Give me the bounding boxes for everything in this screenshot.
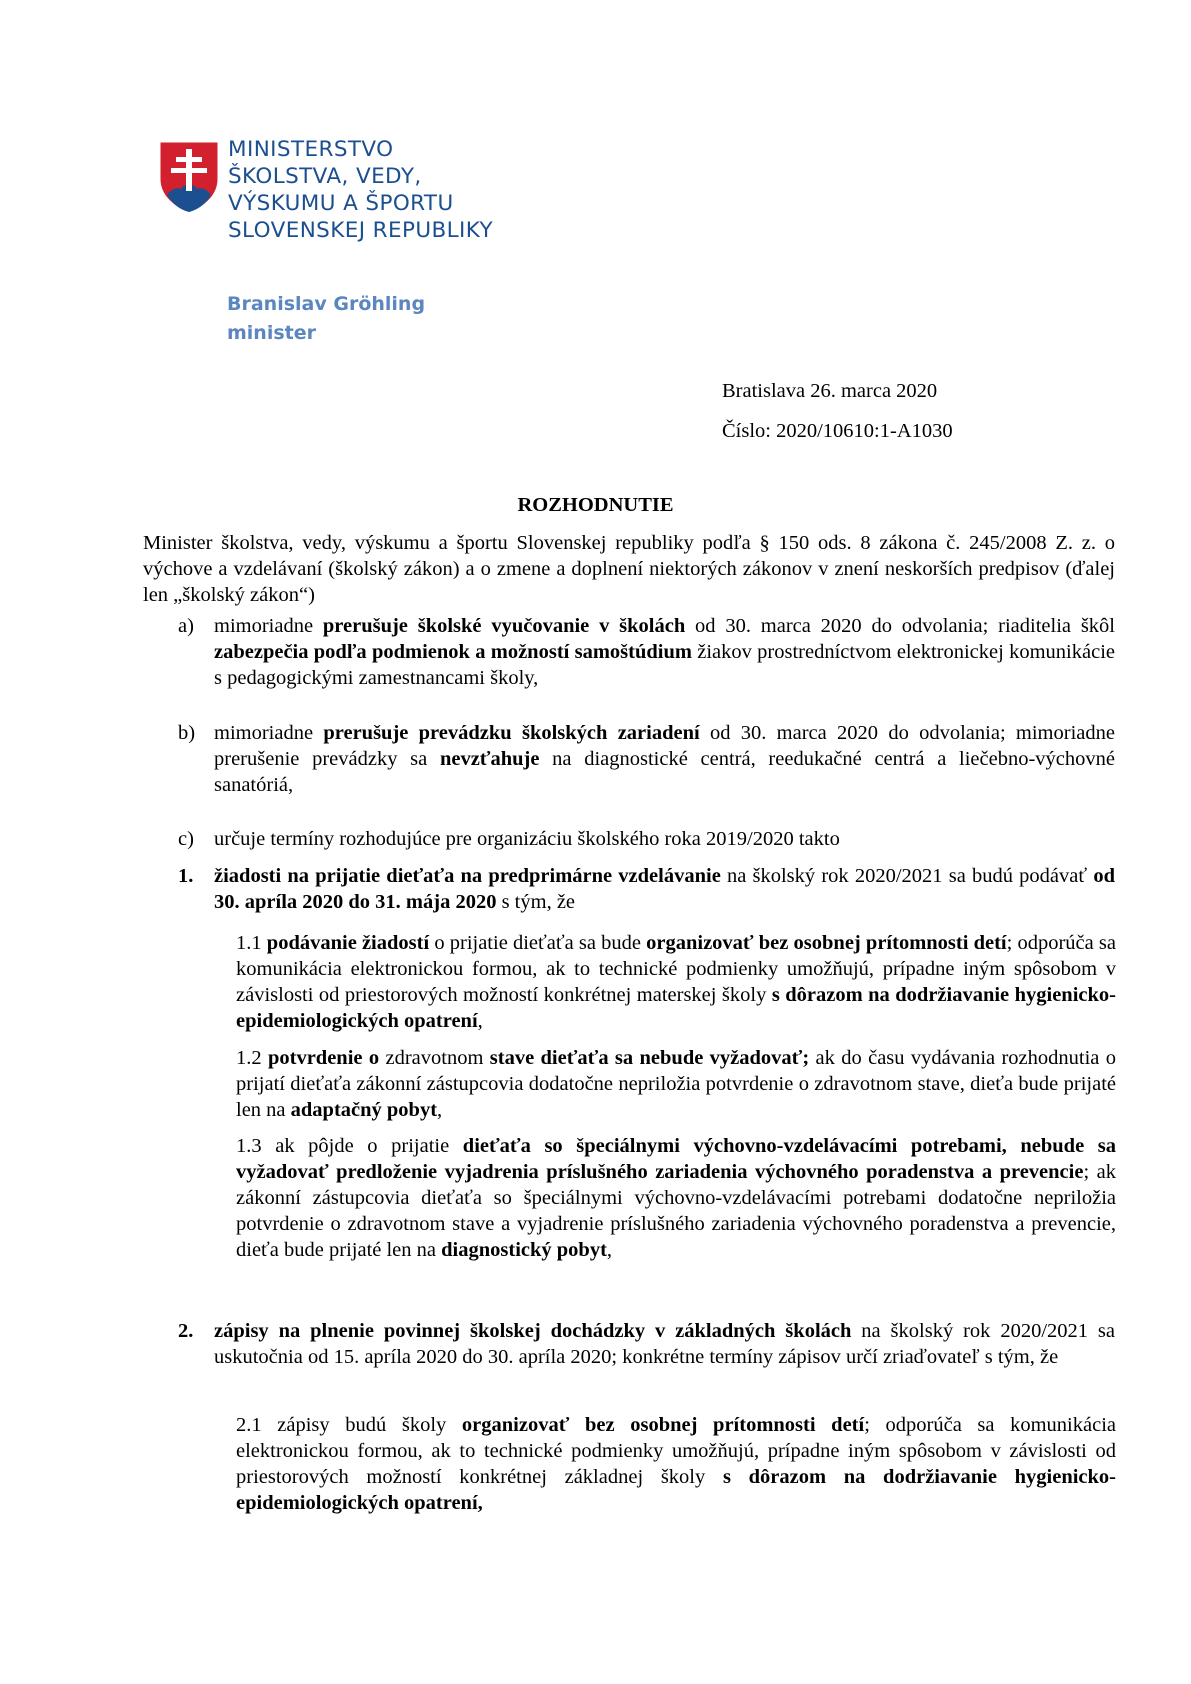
text-run: mimoriadne [214, 722, 324, 744]
place-date: Bratislava 26. marca 2020 [722, 380, 938, 402]
bold-text: potvrdenie o [267, 1047, 380, 1069]
text-run: na školský rok 2020/2021 sa budú podávať [720, 865, 1094, 887]
text-run: žiakov prostredníctvom elektronickej komunikácie s pedagogickými zamestnancami školy, [214, 641, 1115, 689]
text-run: určuje termíny rozhodujúce pre organizáciu školského roka 2019/2020 takto [214, 828, 840, 850]
ministry-line-1: MINISTERSTVO [228, 137, 394, 162]
ministry-line-2: ŠKOLSTVA, VEDY, [228, 164, 422, 189]
text-run: ; odporúča sa komunikácia elektronickou formou, ak to technické podmienky umožňujú, prípadne iným spôsobom v závislosti od priestorových možností konkrétnej materskej školy [236, 932, 1116, 1006]
text-run: 1.2 [236, 1047, 268, 1069]
text-run: od 30. marca 2020 do odvolania; mimoriadne prerušenie prevádzky sa [214, 722, 1115, 770]
bold-text: podávanie žiadostí [266, 932, 430, 954]
bold-text: prerušuje školské vyučovanie v školách [322, 615, 686, 637]
bold-text: prerušuje prevádzku školských zariadení [323, 722, 700, 744]
slovak-coat-of-arms-icon [157, 139, 221, 215]
document-meta [722, 371, 953, 451]
list-marker: 1. [178, 865, 194, 887]
document-title: ROZHODNUTIE [517, 494, 674, 516]
subitem-1-1 [236, 930, 1116, 1034]
bold-text: stave dieťaťa sa nebude vyžadovať; [489, 1047, 810, 1069]
bold-text: adaptačný pobyt [290, 1099, 438, 1121]
text-run: 1.1 [236, 932, 267, 954]
list-item-text [214, 1318, 1115, 1370]
text-run: mimoriadne [214, 615, 323, 637]
text-run: , [606, 1239, 613, 1261]
subitem-1-3 [236, 1133, 1116, 1263]
minister-role: minister [227, 322, 316, 344]
list-item-text [214, 826, 1115, 852]
bold-text: od 30. apríla 2020 do 31. mája 2020 [214, 865, 1115, 913]
list-marker: b) [178, 722, 196, 744]
text-run: o prijatie dieťaťa sa bude [429, 932, 647, 954]
ministry-name [228, 136, 493, 244]
minister-name: Branislav Gröhling [227, 293, 426, 315]
bold-text: s dôrazom na dodržiavanie hygienicko-epidemiologických opatrení [236, 984, 1116, 1032]
bold-text: organizovať bez osobnej prítomnosti detí [461, 1414, 865, 1436]
bold-text: žiadosti na prijatie dieťaťa na predprimárne vzdelávanie [214, 865, 721, 887]
text-run: na diagnostické centrá, reedukačné centrá a liečebno-výchovné sanatóriá, [214, 748, 1115, 796]
intro-paragraph: Minister školstva, vedy, výskumu a športu Slovenskej republiky podľa § 150 ods. 8 zákona č. 245/2008 Z. z. o výchove a vzdelávaní (školský zákon) a o zmene a doplnení niektorých zákonov v znení neskorších predpisov (ďalej len „školský zákon“) [143, 532, 1115, 606]
text-run: , [437, 1099, 443, 1121]
subitem-2-1 [236, 1412, 1116, 1516]
bold-text: diagnostický pobyt [441, 1239, 607, 1261]
text-run: s tým, že [496, 891, 576, 913]
text-run: na školský rok 2020/2021 sa uskutočnia od 15. apríla 2020 do 30. apríla 2020; konkrétne termíny zápisov určí zriaďovateľ s tým, že [214, 1320, 1115, 1368]
bold-text: zabezpečia podľa podmienok a možností samoštúdium [214, 641, 692, 663]
text-run: 2.1 zápisy budú školy [236, 1414, 462, 1436]
text-run: ; ak zákonní zástupcovia dieťaťa so špeciálnymi výchovno-vzdelávacími potrebami dodatočne nepriložia potvrdenie o zdravotnom stave a vyjadrenie príslušného zariadenia výchovného poradenstva a prevencie, dieťa bude prijaté len na [236, 1161, 1117, 1261]
ministry-line-4: SLOVENSKEJ REPUBLIKY [228, 218, 494, 243]
text-run: 1.3 ak pôjde o prijatie [236, 1135, 463, 1157]
subitem-1-2 [236, 1045, 1116, 1123]
ministry-line-3: VÝSKUMU A ŠPORTU [228, 191, 454, 216]
minister-signature-block [227, 290, 425, 348]
list-item-text [214, 720, 1115, 798]
list-marker: c) [178, 828, 194, 850]
document-number: Číslo: 2020/10610:1-A1030 [722, 420, 953, 442]
list-item-text [214, 863, 1115, 915]
bold-text: s dôrazom na dodržiavanie hygienicko-epidemiologických opatrení, [236, 1466, 1116, 1514]
text-run: zdravotnom [379, 1047, 490, 1069]
bold-text: nevzťahuje [439, 748, 540, 770]
list-marker: a) [178, 615, 194, 637]
list-marker: 2. [178, 1320, 194, 1342]
bold-text: organizovať bez osobnej prítomnosti detí [646, 932, 1007, 954]
ministry-logo [157, 139, 517, 259]
text-run: ; odporúča sa komunikácia elektronickou formou, ak to technické podmienky umožňujú, prípadne iným spôsobom v závislosti od priestorových možností konkrétnej základnej školy [236, 1414, 1116, 1488]
list-item-text [214, 613, 1115, 691]
text-run: od 30. marca 2020 do odvolania; riaditelia škôl [685, 615, 1115, 637]
text-run: , [477, 1010, 483, 1032]
bold-text: zápisy na plnenie povinnej školskej dochádzky v základných školách [214, 1320, 852, 1342]
bold-text: dieťaťa so špeciálnymi výchovno-vzdelávacími potrebami, nebude sa vyžadovať predloženie vyjadrenia príslušného zariadenia výchovného poradenstva a prevencie [236, 1135, 1116, 1183]
text-run: ak do času vydávania rozhodnutia o prijatí dieťaťa zákonní zástupcovia dodatočne nepriložia potvrdenie o zdravotnom stave, dieťa bude prijaté len na [236, 1047, 1117, 1121]
